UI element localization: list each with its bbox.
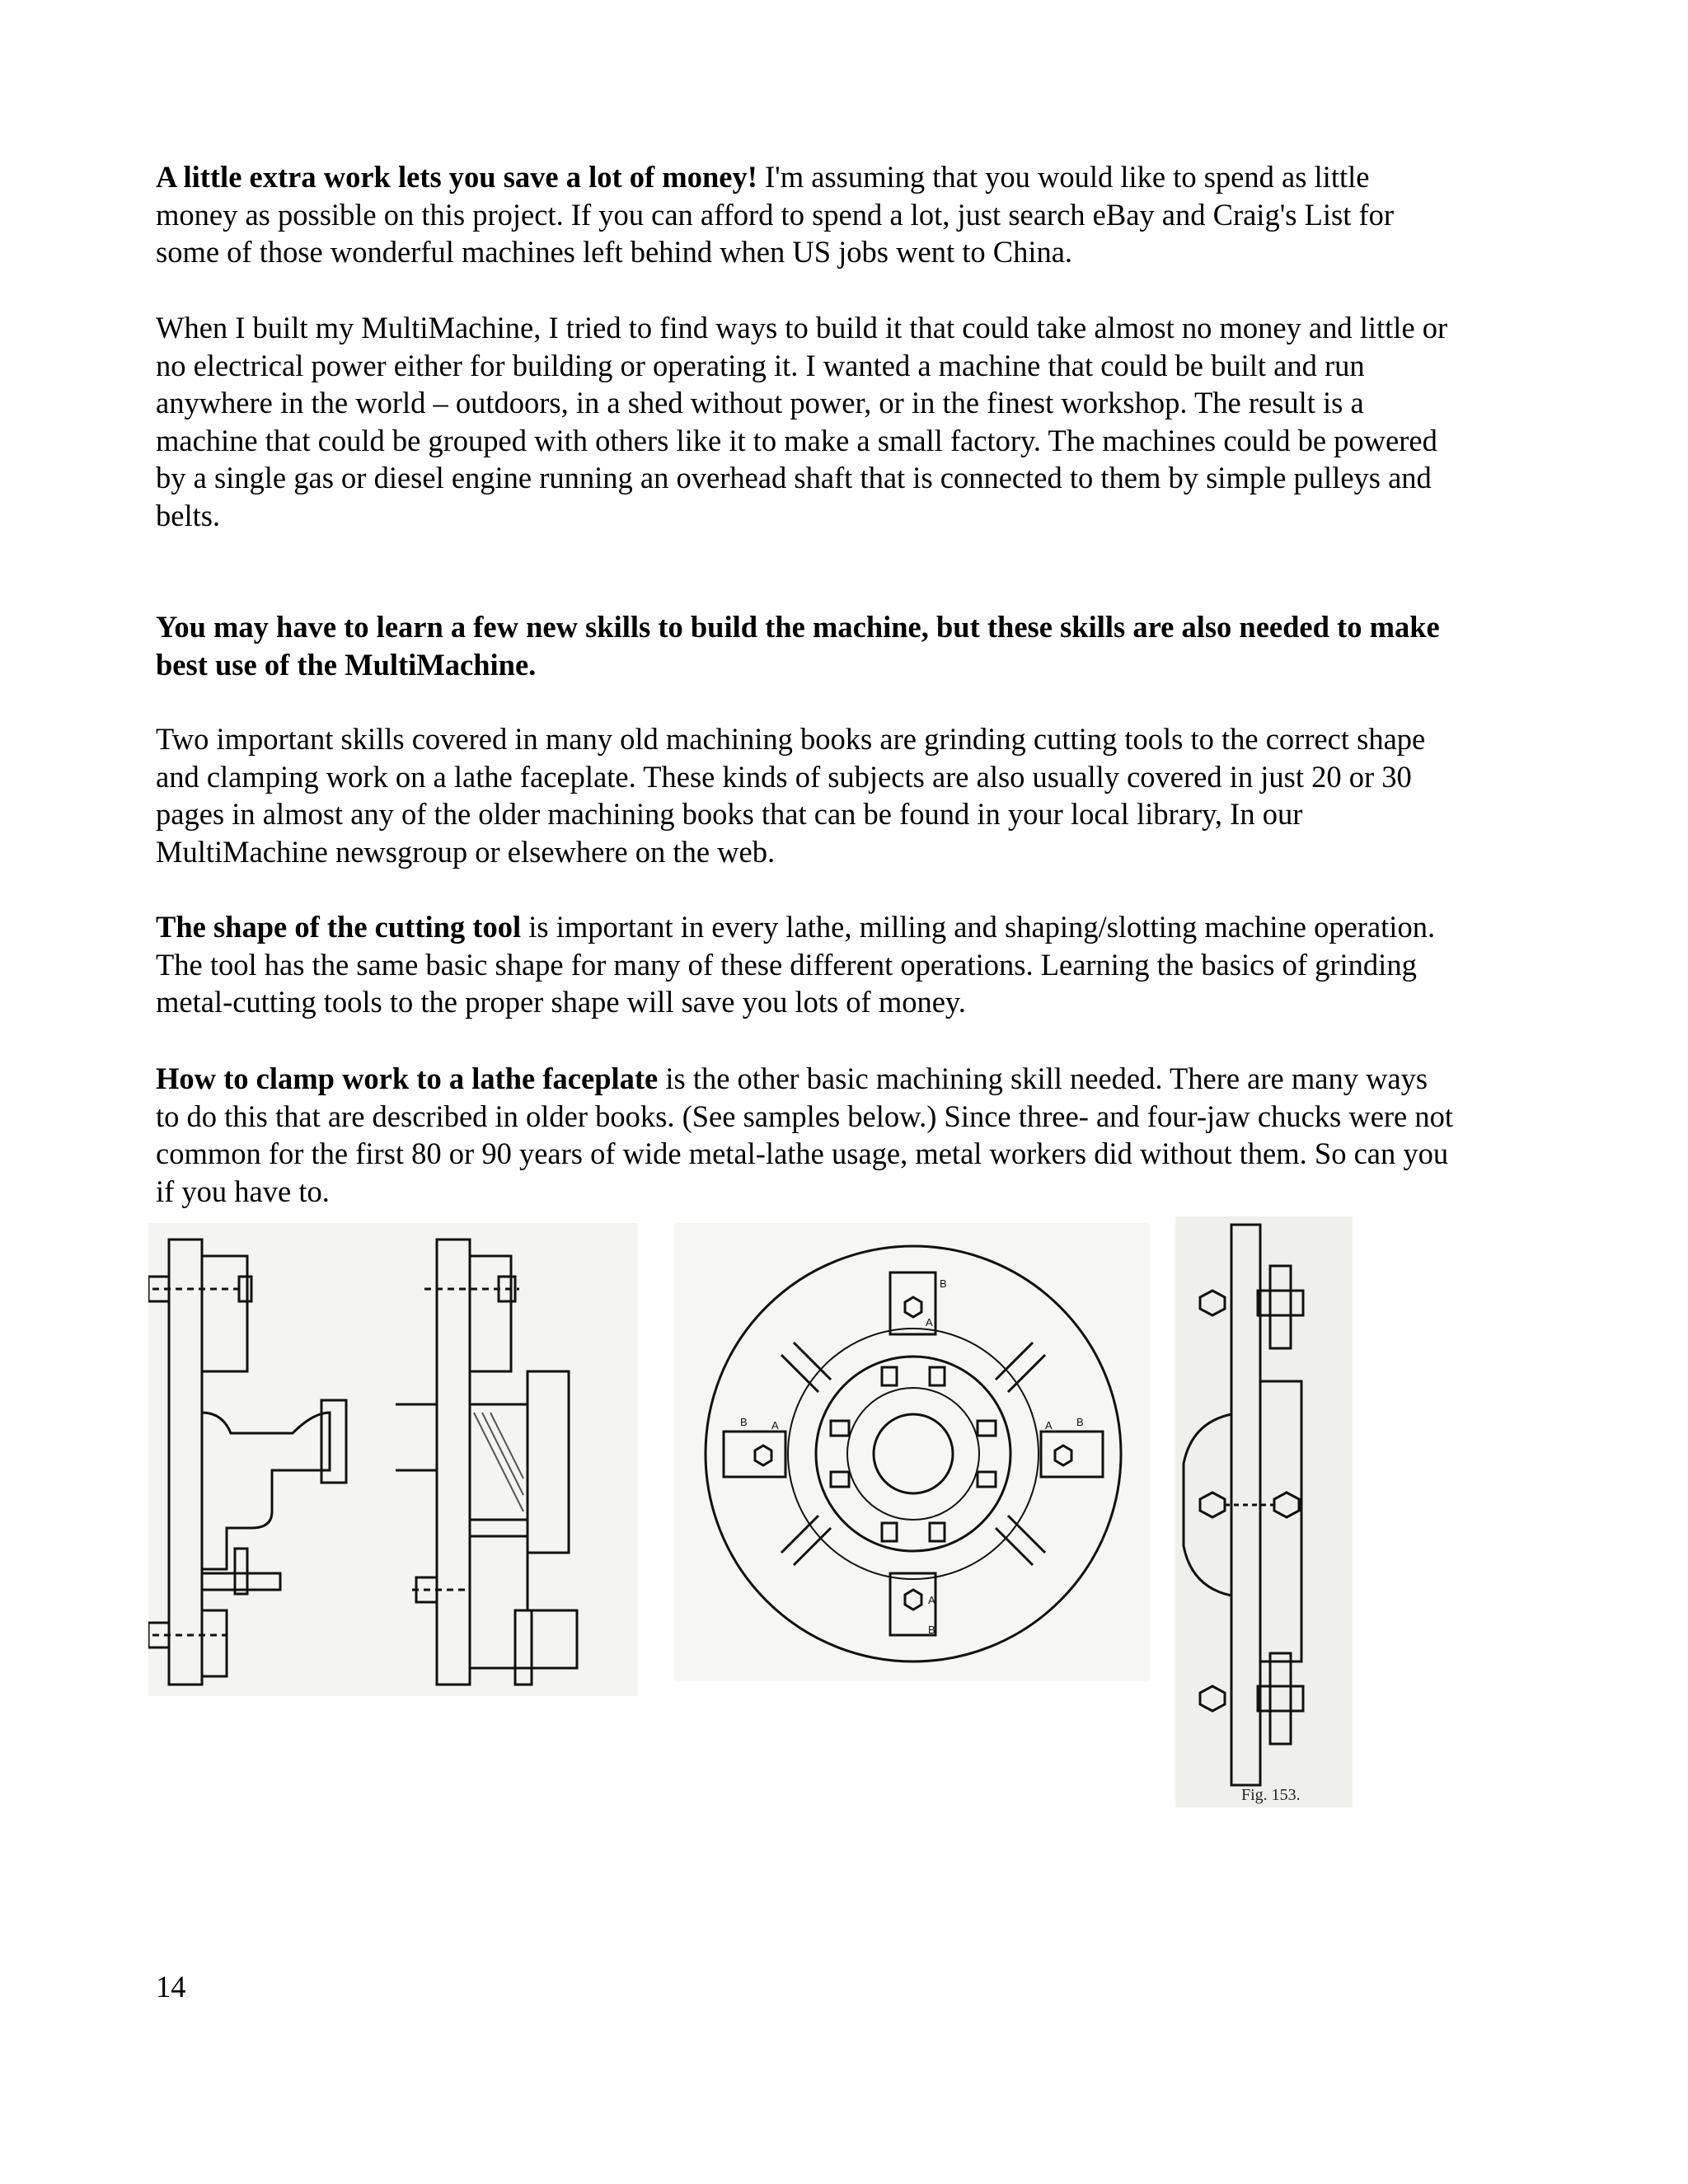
paragraph-skills-heading [156,608,1458,683]
label-b-right: B [1076,1416,1084,1428]
paragraph-money [156,158,1458,271]
paragraph-two-skills [156,720,1458,870]
paragraph-body: I'm assuming that you would like to spend as little money as possible on this project. If you can afford to spend a lot, just search eBay and Craig's List for some of those wonderful machines left behind when US jobs went to China. [156,160,1395,269]
paragraph-body: is important in every lathe, milling and shaping/slotting machine operation. The tool has the same basic shape for many of these different operations. Learning the basics of grinding metal-cutting tools to the proper shape will save you lots of money. [156,910,1436,1019]
faceplate-clamping-figure-1 [148,1223,638,1696]
label-a-left: A [771,1419,779,1432]
paragraph-heading: You may have to learn a few new skills to build the machine, but these skills are also needed to make best use of the MultiMachine. [156,610,1440,682]
paragraph-body: is the other basic machining skill needed. There are many ways to do this that are described in older books. (See samples below.) Since three- and four-jaw chucks were not common for the first 80 or 90 years of wide metal-lathe usage, metal workers did without them. So can you if you have to. [156,1062,1454,1208]
paragraph-heading: How to clamp work to a lathe faceplate [156,1062,659,1095]
paragraph-built [156,309,1458,534]
faceplate-clamping-figure-2 [674,1223,1150,1681]
faceplate-front-view-drawing [674,1223,1150,1681]
faceplate-clamping-figure-3 [1175,1216,1353,1807]
paragraph-cutting-tool [156,908,1458,1021]
paragraph-body: When I built my MultiMachine, I tried to find ways to build it that could take almost no money and little or no electrical power either for building or operating it. I wanted a machine that could be built and run anywhere in the world – outdoors, in a shed without power, or in the finest workshop. The result is a machine that could be grouped with others like it to make a small factory. The machines could be powered by a single gas or diesel engine running an overhead shaft that is connected to them by simple pulleys and belts. [156,311,1448,532]
label-b-top: B [940,1277,947,1290]
paragraph-faceplate [156,1060,1458,1210]
faceplate-vertical-drawing [1175,1216,1353,1807]
paragraph-heading: A little extra work lets you save a lot of money! [156,160,757,194]
paragraph-body: Two important skills covered in many old machining books are grinding cutting tools to the correct shape and clamping work on a lathe faceplate. These kinds of subjects are also usually covered in just 20 or 30 pages in almost any of the older machining books that can be found in your local library, In our MultiMachine newsgroup or elsewhere on the web. [156,722,1426,869]
page-number: 14 [156,1970,186,2004]
paragraph-heading: The shape of the cutting tool [156,910,522,944]
label-a-bottom: A [928,1594,935,1606]
label-a-right: A [1045,1419,1053,1432]
label-b-left: B [740,1416,748,1428]
figure-caption: Fig. 153. [1241,1786,1301,1804]
label-a-top: A [926,1316,933,1329]
label-b-bottom: B [928,1624,935,1636]
faceplate-side-views-drawing [148,1223,638,1696]
